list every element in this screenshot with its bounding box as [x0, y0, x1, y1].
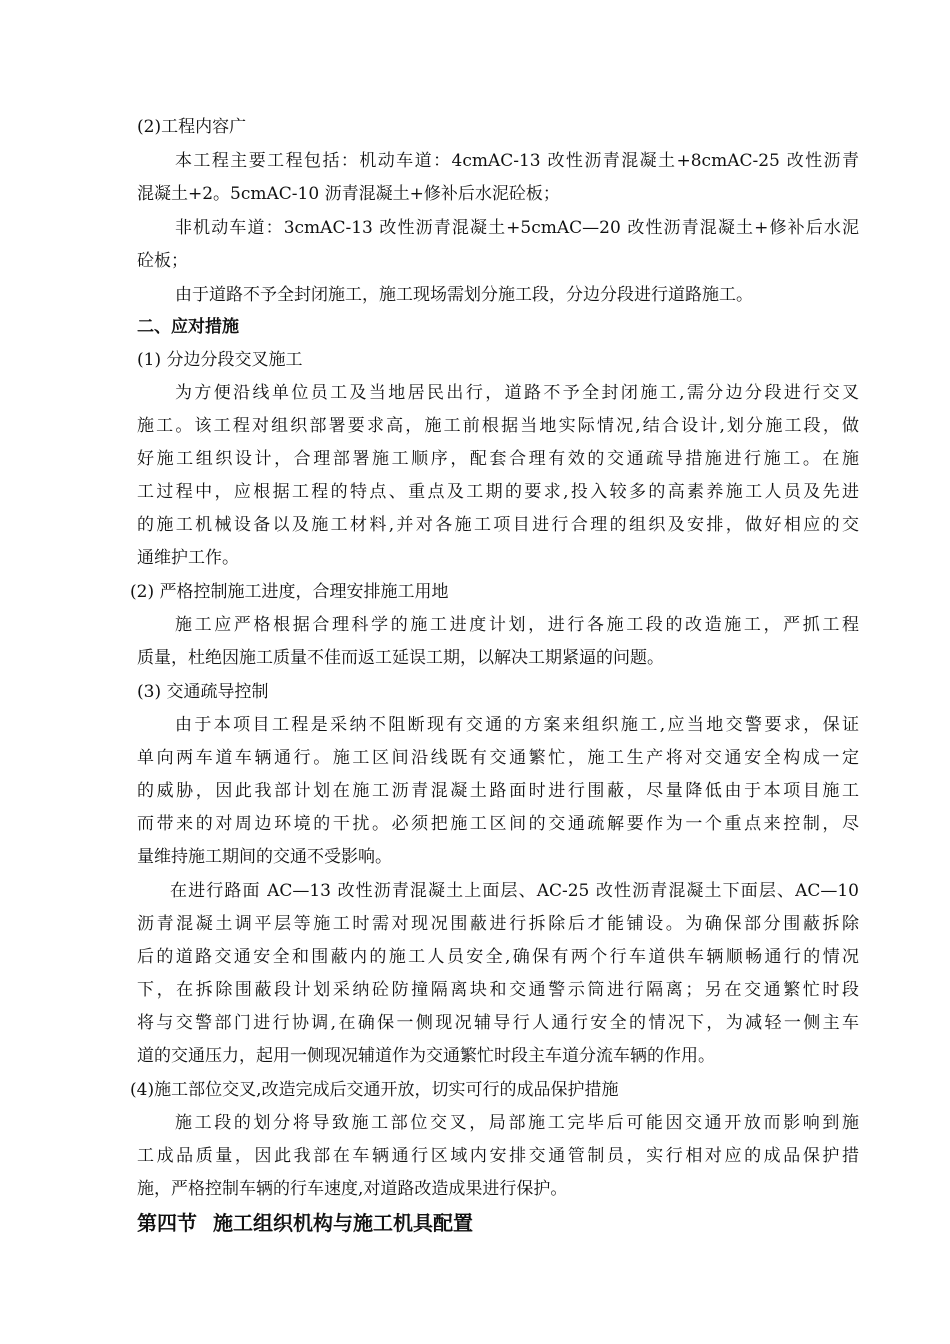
paragraph-line: 质量，杜绝因施工质量不佳而返工延误工期，以解决工期紧逼的问题。 [137, 648, 664, 668]
paragraph-line: 混凝土+2。5cmAC-10 沥青混凝土+修补后水泥砼板； [137, 184, 560, 204]
paragraph-line: 施工应严格根据合理科学的施工进度计划，进行各施工段的改造施工，严抓工程 [175, 615, 859, 635]
subheading-3: (3) 交通疏导控制 [137, 682, 269, 702]
paragraph-line: 非机动车道：3cmAC-13 改性沥青混凝土+5cmAC—20 改性沥青混凝土+修补后水泥 [175, 218, 859, 238]
section-number: 第四节 [137, 1211, 197, 1235]
heading-countermeasures: 二、应对措施 [137, 317, 239, 337]
paragraph-line: 量维持施工期间的交通不受影响。 [137, 847, 392, 867]
paragraph-line: 道的交通压力，起用一侧现况辅道作为交通繁忙时段主车道分流车辆的作用。 [137, 1046, 715, 1066]
paragraph-line: 沥青混凝土调平层等施工时需对现况围蔽进行拆除后才能铺设。为确保部分围蔽拆除 [137, 914, 859, 934]
paragraph-line: 通维护工作。 [137, 548, 239, 568]
paragraph-line: 的施工机械设备以及施工材料,并对各施工项目进行合理的组织及安排，做好相应的交 [137, 515, 859, 535]
paragraph-line: 单向两车道车辆通行。施工区间沿线既有交通繁忙，施工生产将对交通安全构成一定 [137, 748, 859, 768]
section-title: 施工组织机构与施工机具配置 [213, 1211, 473, 1235]
paragraph-line: 由于本项目工程是采纳不阻断现有交通的方案来组织施工,应当地交警要求，保证 [175, 715, 859, 735]
paragraph-line: 下，在拆除围蔽段计划采纳砼防撞隔离块和交通警示筒进行隔离；另在交通繁忙时段 [137, 980, 859, 1000]
paragraph-line: 好施工组织设计，合理部署施工顺序，配套合理有效的交通疏导措施进行施工。在施 [137, 449, 859, 469]
paragraph-line: 工过程中，应根据工程的特点、重点及工期的要求,投入较多的高素养施工人员及先进 [137, 482, 859, 502]
paragraph-line: 的威胁，因此我部计划在施工沥青混凝土路面时进行围蔽，尽量降低由于本项目施工 [137, 781, 859, 801]
paragraph-line: 在进行路面 AC—13 改性沥青混凝土上面层、AC-25 改性沥青混凝土下面层、AC—10 [170, 881, 859, 901]
paragraph-line: 后的道路交通安全和围蔽内的施工人员安全,确保有两个行车道供车辆顺畅通行的情况 [137, 947, 859, 967]
paragraph-line: 而带来的对周边环境的干扰。必须把施工区间的交通疏解要作为一个重点来控制，尽 [137, 814, 859, 834]
paragraph-line: 工成品质量，因此我部在车辆通行区域内安排交通管制员，实行相对应的成品保护措 [137, 1146, 859, 1166]
paragraph-line: 施，严格控制车辆的行车速度,对道路改造成果进行保护。 [137, 1179, 568, 1199]
paragraph-line: 由于道路不予全封闭施工，施工现场需划分施工段，分边分段进行道路施工。 [175, 285, 753, 305]
subheading-4: (4)施工部位交叉,改造完成后交通开放，切实可行的成品保护措施 [130, 1080, 619, 1100]
subheading-2: (2) 严格控制施工进度，合理安排施工用地 [130, 582, 449, 602]
paragraph-line: 施工段的划分将导致施工部位交叉，局部施工完毕后可能因交通开放而影响到施 [175, 1113, 859, 1133]
paragraph-line: 将与交警部门进行协调,在确保一侧现况辅导行人通行安全的情况下，为减轻一侧主车 [137, 1013, 859, 1033]
section-heading [137, 1210, 473, 1236]
subheading-project-scope: (2)工程内容广 [137, 117, 247, 137]
paragraph-line: 砼板； [137, 251, 188, 271]
paragraph-line: 为方便沿线单位员工及当地居民出行，道路不予全封闭施工,需分边分段进行交叉 [175, 383, 859, 403]
paragraph-line: 施工。该工程对组织部署要求高，施工前根据当地实际情况,结合设计,划分施工段，做 [137, 416, 859, 436]
subheading-1: (1) 分边分段交叉施工 [137, 350, 303, 370]
paragraph-line: 本工程主要工程包括：机动车道：4cmAC-13 改性沥青混凝土+8cmAC-25 改性沥青 [175, 151, 859, 171]
